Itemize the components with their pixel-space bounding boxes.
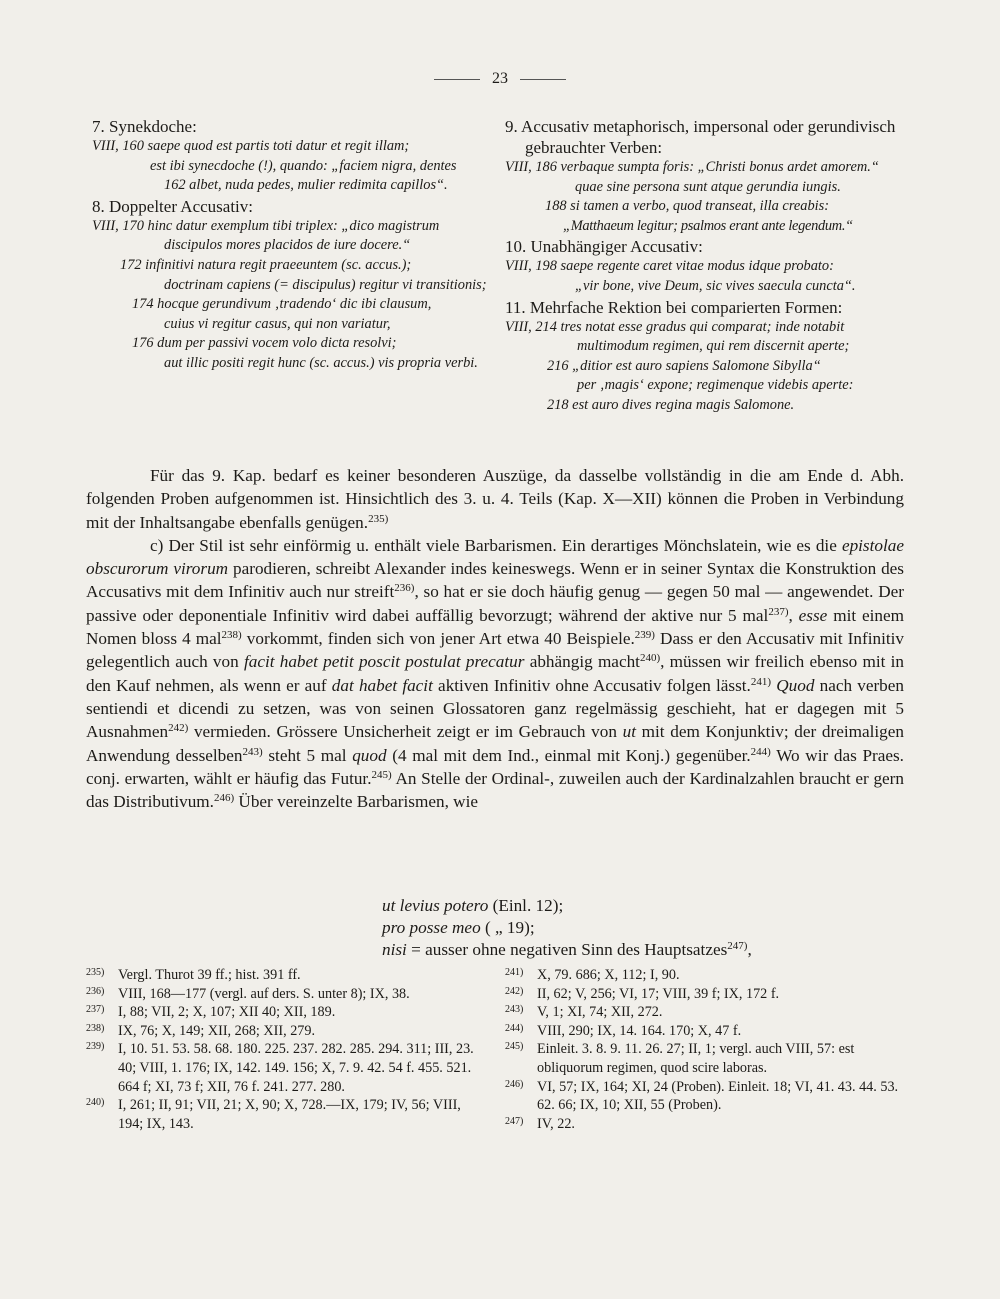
footnote: $^{242)}$ II, 62; V, 256; VI, 17; VIII, 39 f; IX, 172 f.: [505, 985, 780, 1002]
example-line: [382, 939, 904, 961]
right-column: [505, 116, 903, 416]
verse-line: 174 hocque gerundivum ‚tradendo‘ dic ibi clausum,: [132, 296, 432, 313]
footnote: $^{240)}$ I, 261; II, 91; VII, 21; X, 90; X, 728.—IX, 179; IV, 56; VIII, 194; IX, 143.: [86, 1097, 461, 1132]
footnote-text: X, 79. 686; X, 112; I, 90.: [537, 967, 680, 983]
text: Über vereinzelte Barbarismen, wie: [234, 792, 478, 812]
verse-line: 218 est auro dives regina magis Salomone.: [547, 396, 795, 413]
text: aktiven Infinitiv ohne Accusativ folgen lässt.: [432, 675, 751, 695]
verse-line: 216 „ditior est auro sapiens Salomone Sibylla“: [547, 357, 821, 374]
footnote-ref: 236): [394, 582, 415, 595]
footnote-text: VIII, 290; IX, 14. 164. 170; X, 47 f.: [537, 1022, 742, 1039]
italic-text: esse: [798, 605, 828, 625]
page-number: [0, 70, 1000, 88]
section-7-heading: 7. Synekdoche:: [92, 117, 197, 136]
text: Für das 9. Kap. bedarf es keiner besonderen Auszüge, da dasselbe vollständig in die am Ende d. Abh. folgenden Proben aufgenommen ist. Hinsichtlich des 3. u. 4. Teils (Kap. X—XII) können die Proben in Verbindung mit der Inhaltsangabe ebenfalls genügen.: [86, 466, 904, 532]
italic-text: ut: [622, 722, 636, 742]
reference: (Einl. 12);: [488, 896, 564, 915]
text: (4 mal mit dem Ind., einmal mit Konj.) gegenüber.: [386, 745, 751, 765]
section-10-heading: 10. Unabhängiger Accusativ:: [505, 237, 703, 257]
footnote-text: Einleit. 3. 8. 9. 11. 26. 27; II, 1; vergl. auch VIII, 57: est obliquorum regimen, quod scire laboras.: [537, 1041, 855, 1076]
verse-line: 172 infinitivi natura regit praeeuntem (sc. accus.);: [120, 256, 412, 273]
explanation: = ausser ohne negativen Sinn des Hauptsatzes: [406, 940, 728, 959]
verse-line: aut illic positi regit hunc (sc. accus.) vis propria verbi.: [164, 354, 478, 371]
verse-line: 162 albet, nuda pedes, mulier redimita capillos“.: [164, 177, 448, 194]
page-number-text: 23: [492, 70, 508, 87]
footnote-text: I, 88; VII, 2; X, 107; XII 40; XII, 189.: [118, 1004, 336, 1021]
footnote-text: II, 62; V, 256; VI, 17; VIII, 39 f; IX, 172 f.: [537, 985, 780, 1002]
section-8-heading: 8. Doppelter Accusativ:: [92, 196, 253, 216]
footnote-ref: 241): [750, 675, 772, 688]
verse-line: VIII, 186 verbaque sumpta foris: „Christi bonus ardet amorem.“: [505, 159, 879, 175]
footnote-ref: 237): [768, 605, 789, 618]
verse-line: VIII, 198 saepe regente caret vitae modus idque probato:: [505, 258, 834, 275]
footnote: $^{247)}$ IV, 22.: [505, 1115, 575, 1132]
footnote-ref: 239): [634, 629, 655, 642]
footnote-text: VIII, 168—177 (vergl. auf ders. S. unter 8); IX, 38.: [118, 985, 410, 1002]
text: nach verben sentiendi et dicendi zu setzen, was von seinen Glossatoren ganz regelmässig geschieht, hat er dagegen mit 5 Ausnahmen: [86, 675, 904, 742]
text: parodieren, schreibt Alexander indes keineswegs. Wenn er in seiner Syntax die Konstruktion des Accusativs mit dem Infinitiv auch nur streift: [86, 559, 904, 602]
verse-line: cuius vi regitur casus, qui non variatur,: [164, 315, 391, 332]
footnote-ref: 246): [213, 792, 235, 805]
example-line: [382, 895, 904, 917]
text: An Stelle der Ordinal-, zuweilen auch der Kardinalzahlen braucht er gern das Distributivum.: [86, 768, 904, 812]
footnote-ref: 243): [242, 745, 263, 758]
footnote: $^{236)}$ VIII, 168—177 (vergl. auf ders. S. unter 8); IX, 38.: [86, 985, 410, 1002]
footnote-ref: 235): [368, 512, 389, 525]
footnote-ref: 245): [371, 768, 392, 781]
body-text: [86, 464, 904, 813]
footnote-text: IV, 22.: [537, 1115, 575, 1132]
italic-text: epistolae obscurorum virorum: [86, 535, 904, 579]
verse-line: est ibi synecdoche (!), quando: „faciem nigra, dentes: [150, 157, 457, 174]
footnote-text: I, 10. 51. 53. 58. 68. 180. 225. 237. 282. 285. 294. 311; III, 23. 40; VIII, 1. 176; IX, 142. 149. 156; X, 7. 9. 42. 54 f. 455. 521. 664 f; XI, 73 f; XII, 76 f. 241. 277. 280.: [118, 1041, 474, 1095]
footnote: $^{238)}$ IX, 76; X, 149; XII, 268; XII, 279.: [86, 1022, 316, 1039]
footnote: $^{246)}$ VI, 57; IX, 164; XI, 24 (Proben). Einleit. 18; VI, 41. 43. 44. 53. 62. 66; IX, 10; XII, 55 (Proben).: [505, 1078, 899, 1114]
verse-line: 176 dum per passivi vocem volo dicta resolvi;: [132, 335, 397, 352]
footnote: $^{237)}$ I, 88; VII, 2; X, 107; XII 40; XII, 189.: [86, 1004, 336, 1021]
footnote: $^{241)}$ X, 79. 686; X, 112; I, 90.: [505, 967, 680, 983]
italic-text: dat habet facit: [331, 675, 433, 695]
section-9-heading: 9. Accusativ metaphorisch, impersonal oder gerundivisch gebrauchter Verben:: [505, 117, 896, 157]
footnotes-left: [86, 966, 486, 1133]
footnote-text: I, 261; II, 91; VII, 21; X, 90; X, 728.—IX, 179; IV, 56; VIII, 194; IX, 143.: [118, 1097, 461, 1132]
text: vorkommt, finden sich von jener Art etwa 40 Beispiele.: [241, 629, 635, 649]
text: abhängig macht: [524, 652, 640, 672]
verse-line: „Matthaeum legitur; psalmos erant ante legendum.“: [563, 217, 853, 234]
verse-line: multimodum regimen, qui rem discernit aperte;: [577, 338, 850, 355]
verse-line: discipulos mores placidos de iure docere.“: [164, 237, 411, 254]
text: steht 5 mal: [262, 745, 353, 765]
latin-phrase: pro posse meo: [382, 918, 481, 937]
footnote: $^{243)}$ V, 1; XI, 74; XII, 272.: [505, 1004, 663, 1021]
footnote: $^{245)}$ Einleit. 3. 8. 9. 11. 26. 27; II, 1; vergl. auch VIII, 57: est obliquorum regimen, quod scire laboras.: [505, 1041, 855, 1076]
paragraph-2: [86, 534, 904, 814]
footnote-text: VI, 57; IX, 164; XI, 24 (Proben). Einleit. 18; VI, 41. 43. 44. 53. 62. 66; IX, 10; XII, 55 (Proben).: [537, 1078, 899, 1114]
text: Dass er den Accusativ mit Infinitiv gelegentlich auch von: [86, 629, 904, 672]
footnote-ref: 244): [750, 745, 771, 758]
section-11-heading: 11. Mehrfache Rektion bei comparierten Formen:: [505, 297, 843, 317]
verse-line: VIII, 160 saepe quod est partis toti datur et regit illam;: [92, 138, 410, 154]
example-line: [382, 917, 904, 939]
italic-text: facit habet petit poscit postulat precatur: [243, 652, 525, 672]
text: Wo wir das Praes. conj. erwarten, wählt er häufig das Futur.: [86, 745, 904, 788]
text: mit einem Nomen bloss 4 mal: [86, 605, 904, 649]
rule-left: [434, 79, 480, 80]
verse-line: VIII, 214 tres notat esse gradus qui comparat; inde notabit: [505, 318, 845, 335]
text: c) Der Stil ist sehr einförmig u. enthält viele Barbarismen. Ein derartiges Mönchslatein, wie es die: [150, 535, 842, 555]
footnote-ref: 238): [221, 629, 242, 642]
text: vermieden. Grössere Unsicherheit zeigt er im Gebrauch von: [188, 722, 623, 742]
footnote-text: Vergl. Thurot 39 ff.; hist. 391 ff.: [118, 967, 301, 983]
text: , so hat er sie doch häufig genug — gegen 50 mal — angewendet. Der passive oder deponentiale Infinitiv wird dabei auffällig bevorzugt; während der aktive nur 5 mal: [86, 582, 904, 625]
examples-block: [382, 895, 904, 961]
reference: ( „ 19);: [480, 918, 535, 937]
text: ,: [788, 605, 799, 625]
italic-text: Quod: [776, 675, 815, 695]
verse-line: 188 si tamen a verbo, quod transeat, illa creabis:: [545, 198, 830, 215]
latin-phrase: ut levius potero: [382, 896, 489, 915]
italic-text: quod: [352, 745, 387, 765]
text: , müssen wir freilich ebenso mit in den Kauf nehmen, als wenn er auf: [86, 652, 904, 695]
rule-right: [520, 79, 566, 80]
punctuation: ,: [747, 940, 752, 959]
footnote: $^{235)}$ Vergl. Thurot 39 ff.; hist. 391 ff.: [86, 967, 301, 983]
latin-phrase: nisi: [382, 940, 407, 959]
text: mit dem Konjunktiv; der dreimaligen Anwendung desselben: [86, 722, 904, 765]
footnote: $^{239)}$ I, 10. 51. 53. 58. 68. 180. 225. 237. 282. 285. 294. 311; III, 23. 40; VIII, 1. 176; IX, 142. 149. 156; X, 7. 9. 42. 54 f. 455. 521. 664 f; XI, 73 f; XII, 76 f. 241. 277. 280.: [86, 1041, 474, 1095]
verse-line: doctrinam capiens (= discipulus) regitur vi transitionis;: [164, 276, 487, 293]
footnote-ref: 242): [168, 722, 189, 735]
verse-line: quae sine persona sunt atque gerundia iungis.: [575, 178, 841, 195]
verse-line: per ‚magis‘ expone; regimenque videbis aperte:: [577, 377, 854, 394]
footnote-ref: 247): [727, 940, 748, 952]
verse-line: „vir bone, vive Deum, sic vives saecula cuncta“.: [575, 277, 856, 294]
footnote-ref: 240): [639, 652, 661, 665]
footnotes-right: [505, 966, 905, 1133]
footnote-text: IX, 76; X, 149; XII, 268; XII, 279.: [118, 1022, 316, 1039]
footnote: $^{244)}$ VIII, 290; IX, 14. 164. 170; X, 47 f.: [505, 1022, 742, 1039]
paragraph-1: [86, 464, 904, 534]
verse-line: VIII, 170 hinc datur exemplum tibi triplex: „dico magistrum: [92, 217, 440, 234]
footnote-text: V, 1; XI, 74; XII, 272.: [537, 1004, 663, 1021]
left-column: [92, 116, 490, 374]
